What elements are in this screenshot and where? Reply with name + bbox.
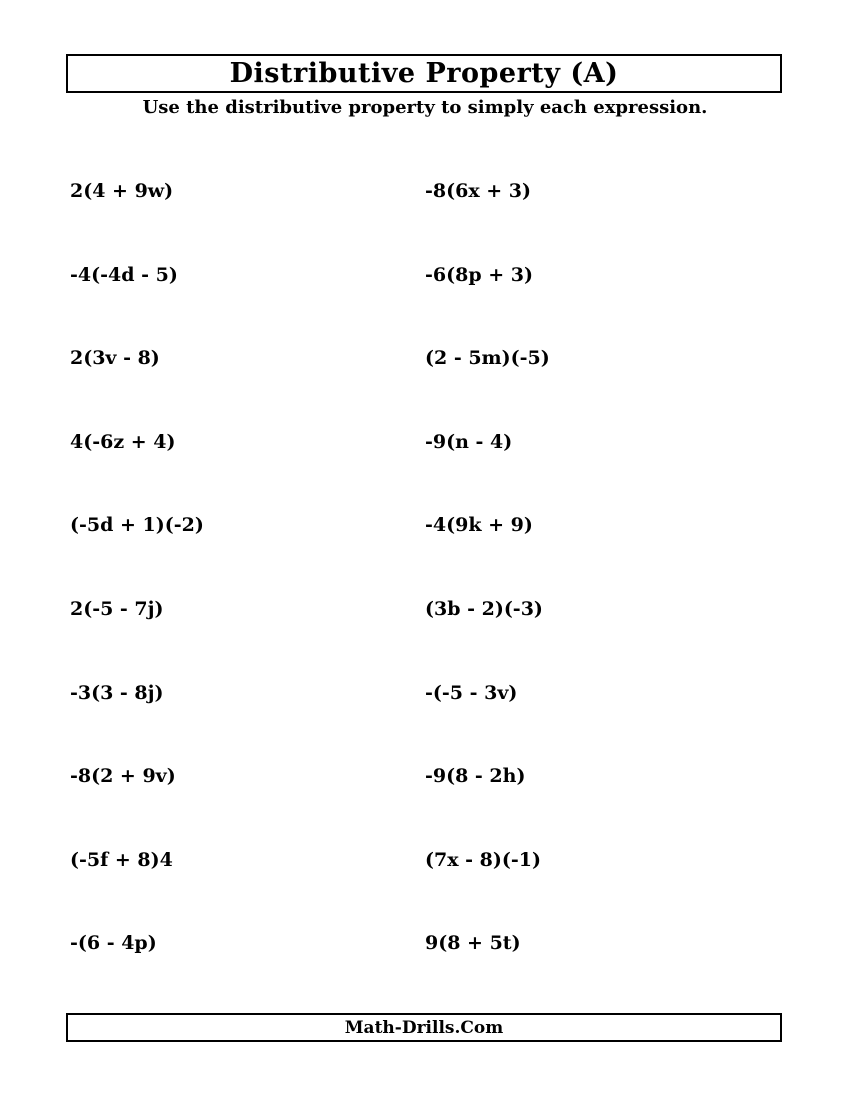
expression: -4(-4d - 5) (70, 263, 178, 286)
expression: 2(3v - 8) (70, 347, 160, 370)
expression: -8(2 + 9v) (70, 765, 176, 788)
expression: (3b - 2)(-3) (425, 597, 543, 620)
expression: (-5d + 1)(-2) (70, 514, 204, 537)
footer-box (66, 1013, 782, 1042)
expression: (-5f + 8)4 (70, 848, 173, 871)
expression: -8(6x + 3) (425, 180, 532, 202)
expression: -4(9k + 9) (425, 514, 533, 537)
expression: (7x - 8)(-1) (425, 848, 541, 871)
title-box (66, 54, 782, 93)
expression: -(6 - 4p) (70, 932, 157, 955)
expression: 9(8 + 5t) (425, 932, 521, 955)
page-title: Distributive Property (A) (229, 58, 619, 89)
expression: 4(-6z + 4) (70, 430, 176, 453)
expression: 2(4 + 9w) (70, 180, 174, 202)
expression: -9(n - 4) (425, 430, 513, 453)
expression: -(-5 - 3v) (425, 681, 518, 704)
footer-brand: Math-Drills.Com (344, 1017, 504, 1038)
instructions-text: Use the distributive property to simply each expression. (142, 97, 708, 118)
expression: (2 - 5m)(-5) (425, 347, 550, 370)
expression: -6(8p + 3) (425, 263, 533, 286)
expression: -3(3 - 8j) (70, 681, 164, 704)
expression: -9(8 - 2h) (425, 765, 526, 788)
problems-grid (70, 180, 830, 1016)
expression: 2(-5 - 7j) (70, 597, 164, 620)
